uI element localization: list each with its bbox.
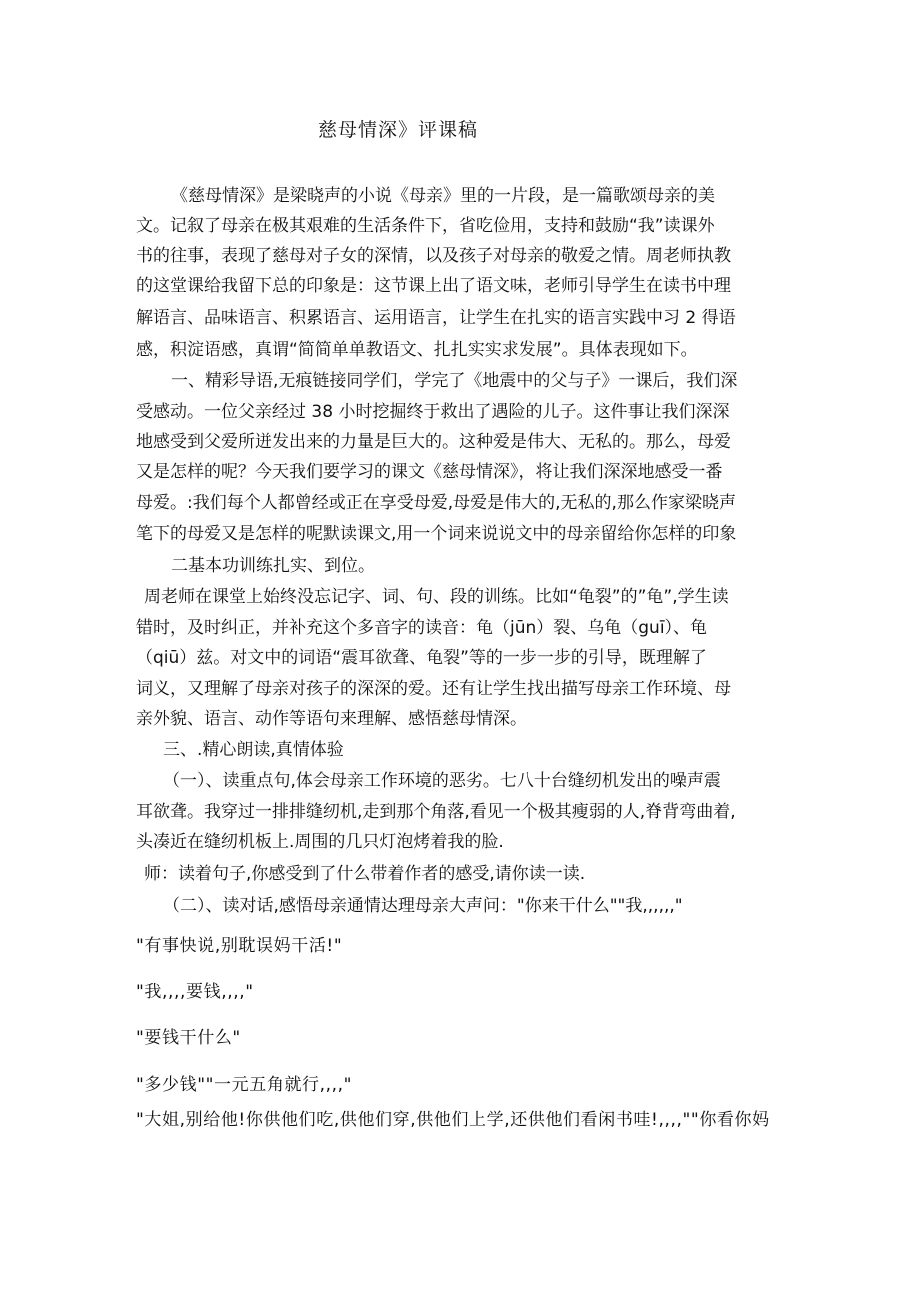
paragraph-line: 母爱。:我们每个人都曾经或正在享受母爱,母爱是伟大的,无私的,那么作家梁晓声 — [136, 493, 736, 513]
dialogue-line: "大姐,别给他!你供他们吃,供他们穿,供他们上学,还供他们看闲书哇!,,,,""你看你妈 — [136, 1110, 770, 1130]
paragraph-line: 词义，又理解了母亲对孩子的深深的爱。还有让学生找出描写母亲工作环境、母 — [136, 679, 731, 699]
paragraph-line: 耳欲聋。我穿过一排排缝纫机,走到那个角落,看见一个极其瘦弱的人,脊背弯曲着, — [136, 802, 736, 822]
dialogue-line: "多少钱""一元五角就行,,,," — [136, 1075, 353, 1095]
paragraph-line: 又是怎样的呢？今天我们要学习的课文《慈母情深》，将让我们深深地感受一番 — [136, 462, 723, 482]
paragraph-line: （二）、读对话,感悟母亲通情达理母亲大声问："你来干什么""我,,,,,," — [163, 896, 683, 916]
dialogue-line: "要钱干什么" — [136, 1028, 241, 1048]
paragraph-line: 解语言、品味语言、积累语言、运用语言，让学生在扎实的语言实践中习 2 得语 — [136, 308, 736, 328]
paragraph-line: 感，积淀语感，真谓“简简单单教语文、扎扎实实求发展”。具体表现如下。 — [136, 340, 698, 360]
paragraph-line: （qiū）兹。对文中的词语“震耳欲聋、龟裂”等的一步一步的引导，既理解了 — [136, 648, 707, 668]
dialogue-line: "我,,,,要钱,,,," — [136, 982, 254, 1002]
paragraph-line: 地感受到父爱所迸发出来的力量是巨大的。这种爱是伟大、无私的。那么，母爱 — [136, 432, 731, 452]
paragraph-line: 师：读着句子,你感受到了什么带着作者的感受,请你读一读. — [144, 864, 586, 884]
paragraph-line: （一）、读重点句,体会母亲工作环境的恶劣。七八十台缝纫机发出的噪声震 — [163, 771, 721, 791]
section-heading: 二基本功训练扎实、到位。 — [171, 556, 375, 576]
paragraph-line: 受感动。一位父亲经过 38 小时挖掘终于救出了遇险的儿子。这件事让我们深深 — [136, 402, 730, 422]
paragraph-line: 周老师在课堂上始终没忘记字、词、句、段的训练。比如“龟裂”的”龟”,学生读 — [144, 587, 729, 607]
paragraph-line: 的这堂课给我留下总的印象是：这节课上出了语文味，老师引导学生在读书中理 — [136, 276, 731, 296]
paragraph-line: 文。记叙了母亲在极其艰难的生活条件下，省吃俭用，支持和鼓励“我”读课外 — [136, 216, 715, 236]
dialogue-line: "有事快说,别耽误妈干活!" — [136, 936, 343, 956]
paragraph-line: 笔下的母爱又是怎样的呢默读课文,用一个词来说说文中的母亲留给你怎样的印象 — [136, 524, 737, 544]
section-heading: 三、.精心朗读,真情体验 — [163, 740, 344, 760]
paragraph-line: 一、精彩导语,无痕链接同学们，学完了《地震中的父与子》一课后，我们深 — [171, 371, 738, 391]
paragraph-line: 亲外貌、语言、动作等语句来理解、感悟慈母情深。 — [136, 709, 527, 729]
paragraph-line: 书的往事，表现了慈母对子女的深情，以及孩子对母亲的敬爱之情。周老师执教 — [136, 246, 731, 266]
paragraph-line: 《慈母情深》是梁晓声的小说《母亲》里的一片段，是一篇歌颂母亲的美 — [171, 186, 715, 206]
paragraph-line: 头凑近在缝纫机板上.周围的几只灯泡烤着我的脸. — [136, 832, 504, 852]
paragraph-line: 错时，及时纠正，并补充这个多音字的读音：龟（jūn）裂、乌龟（guī）、龟 — [136, 618, 708, 638]
document-title: 慈母情深》评课稿 — [318, 119, 479, 141]
